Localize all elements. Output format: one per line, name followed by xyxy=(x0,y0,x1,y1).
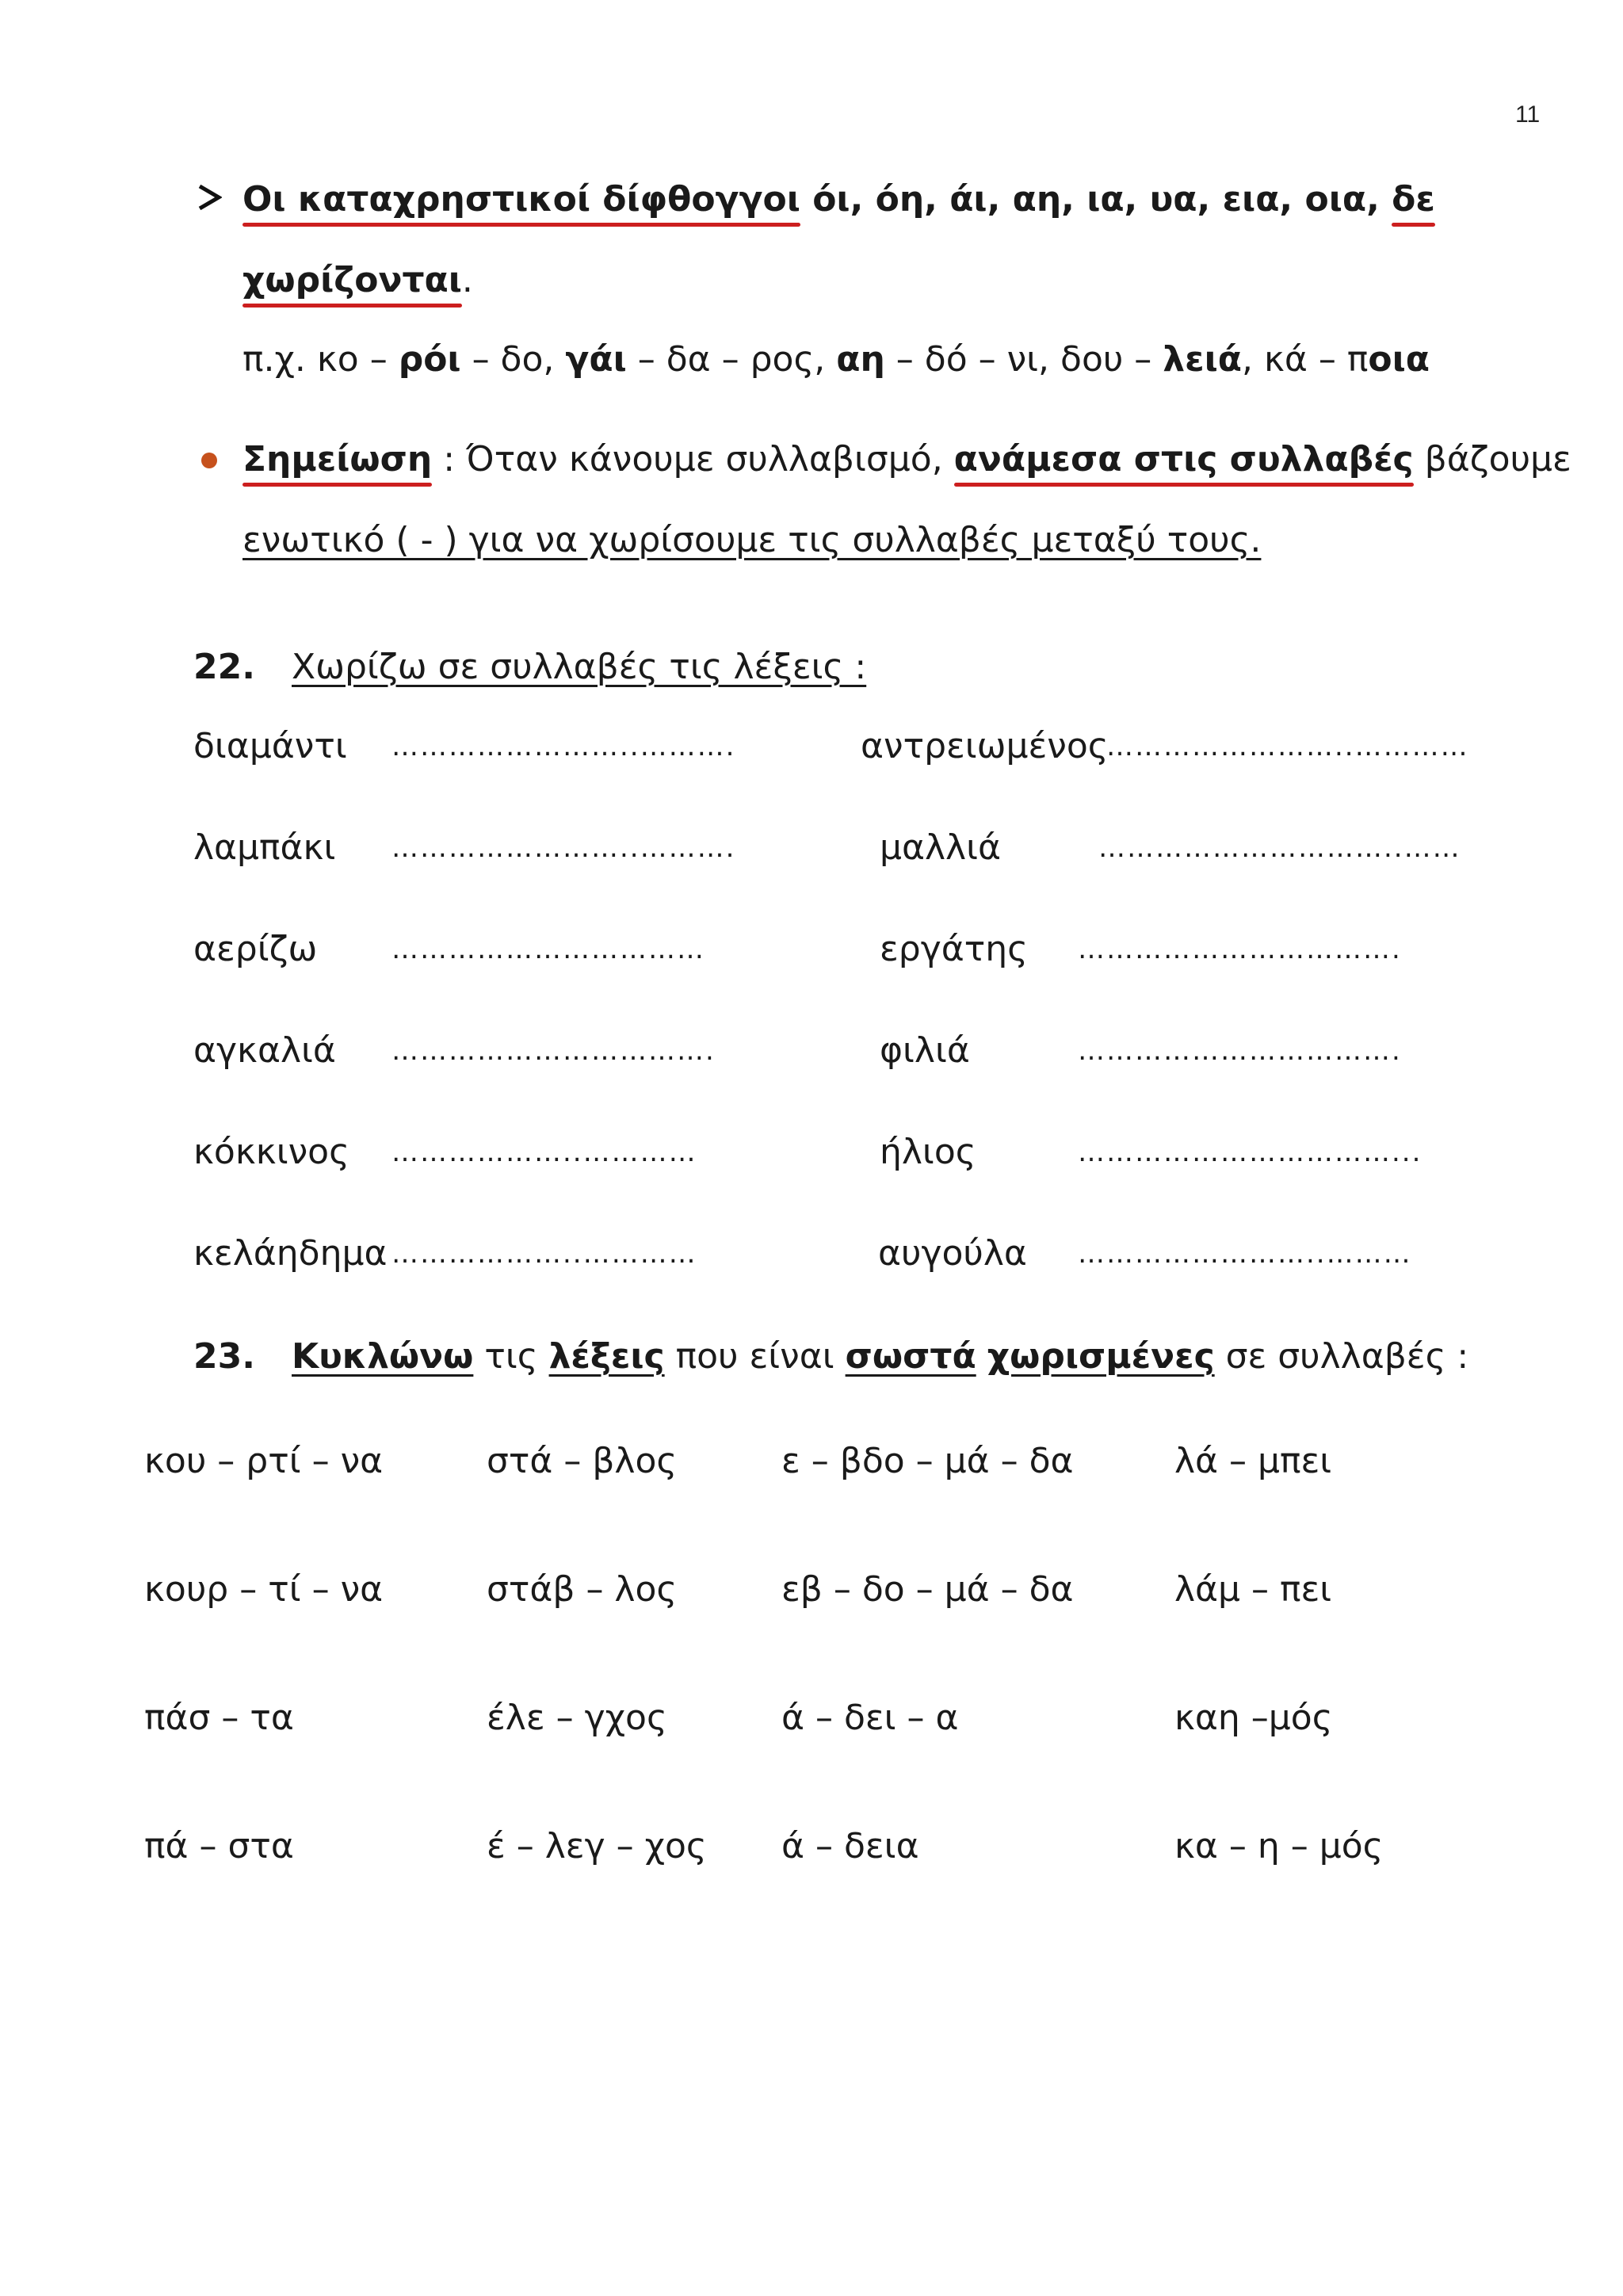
instruction-text: που είναι xyxy=(664,1336,846,1377)
example-text: – δό – νι, δου – xyxy=(884,339,1163,380)
bullet-dot-icon xyxy=(201,453,217,468)
example-bold: γάι xyxy=(565,339,627,380)
word-right: αντρειωμένος xyxy=(861,726,1109,766)
note-text: : Όταν κάνουμε συλλαβισμό, xyxy=(432,439,954,479)
instruction-text: σε συλλαβές : xyxy=(1214,1336,1469,1377)
syllable-option[interactable]: κα – η – μός xyxy=(1174,1826,1384,1866)
answer-blank-left[interactable]: …………………………… xyxy=(391,934,705,965)
syllable-option[interactable]: κου – ρτί – να xyxy=(144,1441,384,1481)
exercise-23-number: 23. xyxy=(193,1336,255,1377)
word-left: λαμπάκι xyxy=(193,827,336,868)
syllable-option[interactable]: καη –μός xyxy=(1174,1698,1333,1738)
example-text: , κά – π xyxy=(1242,339,1369,380)
instruction-keyword: χωρισμένες xyxy=(987,1336,1215,1377)
note-text-end: βάζουμε xyxy=(1413,439,1571,479)
page-number: 11 xyxy=(1515,101,1541,128)
word-right: αυγούλα xyxy=(878,1233,1027,1274)
answer-blank-left[interactable]: ……………………..………. xyxy=(391,832,736,864)
note-label: Σημείωση xyxy=(242,437,432,482)
exercise-23-instruction xyxy=(292,1335,1468,1379)
diphthong-verb: χωρίζονται xyxy=(242,258,462,303)
diphthong-title: Οι καταχρηστικοί δίφθογγοι xyxy=(242,178,800,222)
example-bold: αη xyxy=(836,339,885,380)
answer-blank-right[interactable]: …………………………..…… xyxy=(1098,832,1461,864)
answer-blank-right[interactable]: ……………………………... xyxy=(1078,1137,1423,1168)
answer-blank-left[interactable]: ………………..………… xyxy=(391,1238,697,1270)
answer-blank-right[interactable]: ……………………………. xyxy=(1078,1035,1402,1067)
example-text: – δο, xyxy=(460,339,566,380)
word-right: μαλλιά xyxy=(880,827,1001,868)
syllable-option[interactable]: πάσ – τα xyxy=(144,1698,294,1738)
diphthong-negation: δε xyxy=(1392,178,1435,222)
word-right: ήλιος xyxy=(880,1132,976,1172)
word-left: αερίζω xyxy=(193,929,318,969)
instruction-keyword: σωστά xyxy=(845,1336,976,1377)
answer-blank-left[interactable]: ……………………………. xyxy=(391,1035,716,1067)
note-emphasis: ανάμεσα στις συλλαβές xyxy=(954,437,1414,482)
syllable-option[interactable]: κουρ – τί – να xyxy=(144,1569,384,1610)
syllable-option[interactable]: εβ – δο – μά – δα xyxy=(781,1569,1074,1610)
word-right: εργάτης xyxy=(880,929,1028,969)
word-left: κόκκινος xyxy=(193,1132,349,1172)
syllable-option[interactable]: ά – δεια xyxy=(781,1826,919,1866)
syllable-option[interactable]: ε – βδο – μά – δα xyxy=(781,1441,1074,1481)
arrow-bullet-icon xyxy=(197,184,222,211)
answer-blank-right[interactable]: ……………………..………… xyxy=(1106,731,1469,762)
answer-blank-left[interactable]: ………………..………… xyxy=(391,1137,697,1168)
example-bold: λειά xyxy=(1163,339,1243,380)
diphthong-list: όι, όη, άι, αη, ια, υα, εια, οια, xyxy=(812,179,1380,220)
example-text: – δα – ρος, xyxy=(626,339,837,380)
example-bold: οια xyxy=(1368,339,1430,380)
diphthong-period: . xyxy=(461,260,473,300)
instruction-keyword: λέξεις xyxy=(548,1336,665,1377)
diphthong-example xyxy=(242,338,1430,382)
syllable-option[interactable]: λάμ – πει xyxy=(1174,1569,1332,1610)
answer-blank-right[interactable]: ……………………..……… xyxy=(1078,1238,1412,1270)
note-line1 xyxy=(242,437,1571,482)
note-line2: ενωτικό ( - ) για να χωρίσουμε τις συλλαβές μεταξύ τους. xyxy=(242,520,1262,560)
syllable-option[interactable]: στάβ – λος xyxy=(487,1569,678,1610)
example-text: π.χ. κο – xyxy=(242,339,399,380)
word-right: φιλιά xyxy=(880,1030,970,1071)
word-left: κελάηδημα xyxy=(193,1233,388,1274)
word-left: διαμάντι xyxy=(193,726,347,766)
syllable-option[interactable]: ά – δει – α xyxy=(781,1698,959,1738)
instruction-text xyxy=(976,1336,987,1377)
syllable-option[interactable]: πά – στα xyxy=(144,1826,294,1866)
syllable-option[interactable]: έ – λεγ – χος xyxy=(487,1826,707,1866)
diphthong-rule-line2 xyxy=(242,258,473,303)
answer-blank-left[interactable]: ……………………..………. xyxy=(391,731,736,762)
example-bold: ρόι xyxy=(398,339,461,380)
exercise-22-instruction: Χωρίζω σε συλλαβές τις λέξεις : xyxy=(292,647,867,687)
answer-blank-right[interactable]: ……………………………. xyxy=(1078,934,1402,965)
instruction-text: τις xyxy=(473,1336,549,1377)
syllable-option[interactable]: έλε – γχος xyxy=(487,1698,667,1738)
exercise-22-number: 22. xyxy=(193,647,255,687)
syllable-option[interactable]: λά – μπει xyxy=(1174,1441,1332,1481)
syllable-option[interactable]: στά – βλος xyxy=(487,1441,678,1481)
word-left: αγκαλιά xyxy=(193,1030,336,1071)
diphthong-rule-line1 xyxy=(242,178,1435,222)
instruction-keyword: Κυκλώνω xyxy=(292,1336,474,1377)
